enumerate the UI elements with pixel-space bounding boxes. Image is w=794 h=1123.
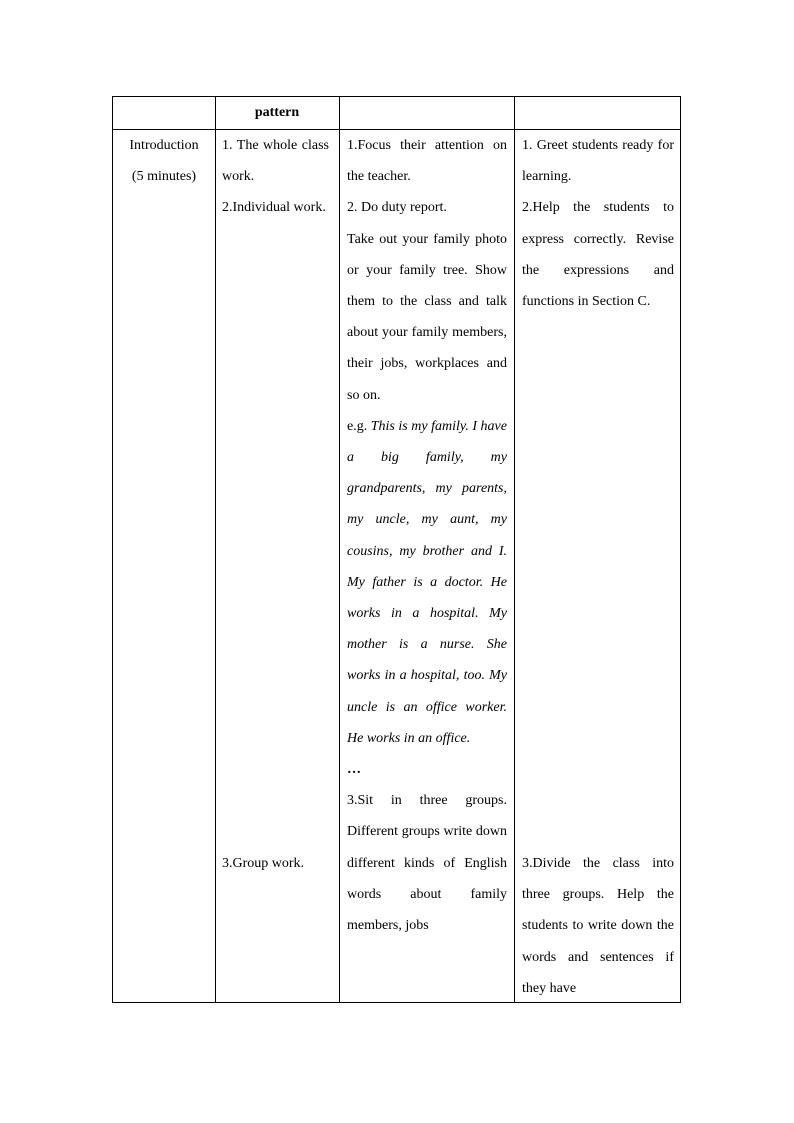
teacher-activity-cell bbox=[522, 130, 674, 317]
pattern-cell-1 bbox=[222, 130, 329, 224]
pattern-individual: 2.Individual work. bbox=[222, 200, 326, 216]
student-activity-cell bbox=[347, 130, 507, 941]
pattern-group: 3.Group work. bbox=[222, 856, 305, 871]
stage-duration: (5 minutes) bbox=[131, 169, 197, 185]
teacher-activity-cell-3 bbox=[522, 848, 674, 1004]
example-text: This is my family. I have a big family, my grandparents, my parents, my uncle, my aunt, my cousins, my brother and I. My father is a doctor. He works in a hospital. My mother is a nurse. She works in a hospital, too. My uncle is an office worker. He works in an office. bbox=[347, 418, 507, 746]
header-pattern: pattern bbox=[254, 105, 300, 120]
stage-name: Introduction bbox=[129, 138, 199, 153]
column-divider-1 bbox=[215, 97, 216, 1002]
stage-cell bbox=[113, 130, 215, 192]
pattern-cell-3 bbox=[222, 848, 329, 879]
student-step-2: 2. Do duty report. bbox=[347, 200, 447, 216]
teacher-step-3: 3.Divide the class into three groups. Help the students to write down the words and sentences if they have bbox=[522, 856, 674, 996]
column-divider-3 bbox=[514, 97, 515, 1002]
example-prefix: e.g. bbox=[347, 418, 368, 434]
pattern-whole-class: 1. The whole class work. bbox=[222, 138, 329, 185]
column-divider-2 bbox=[339, 97, 340, 1002]
student-step-2-detail: Take out your family photo or your family tree. Show them to the class and talk about your family members, their jobs, workplaces and so on. bbox=[347, 231, 507, 403]
student-step-1: 1.Focus their attention on the teacher. bbox=[347, 138, 507, 185]
student-example bbox=[347, 411, 507, 754]
student-step-3: 3.Sit in three groups. Different groups write down different kinds of English words about family members, jobs bbox=[347, 793, 507, 934]
student-ellipsis: … bbox=[347, 762, 361, 778]
teacher-step-1: 1. Greet students ready for learning. bbox=[522, 138, 674, 185]
teacher-step-2: 2.Help the students to express correctly. Revise the expressions and functions in Section C. bbox=[522, 200, 674, 310]
lesson-plan-table bbox=[112, 96, 681, 1003]
